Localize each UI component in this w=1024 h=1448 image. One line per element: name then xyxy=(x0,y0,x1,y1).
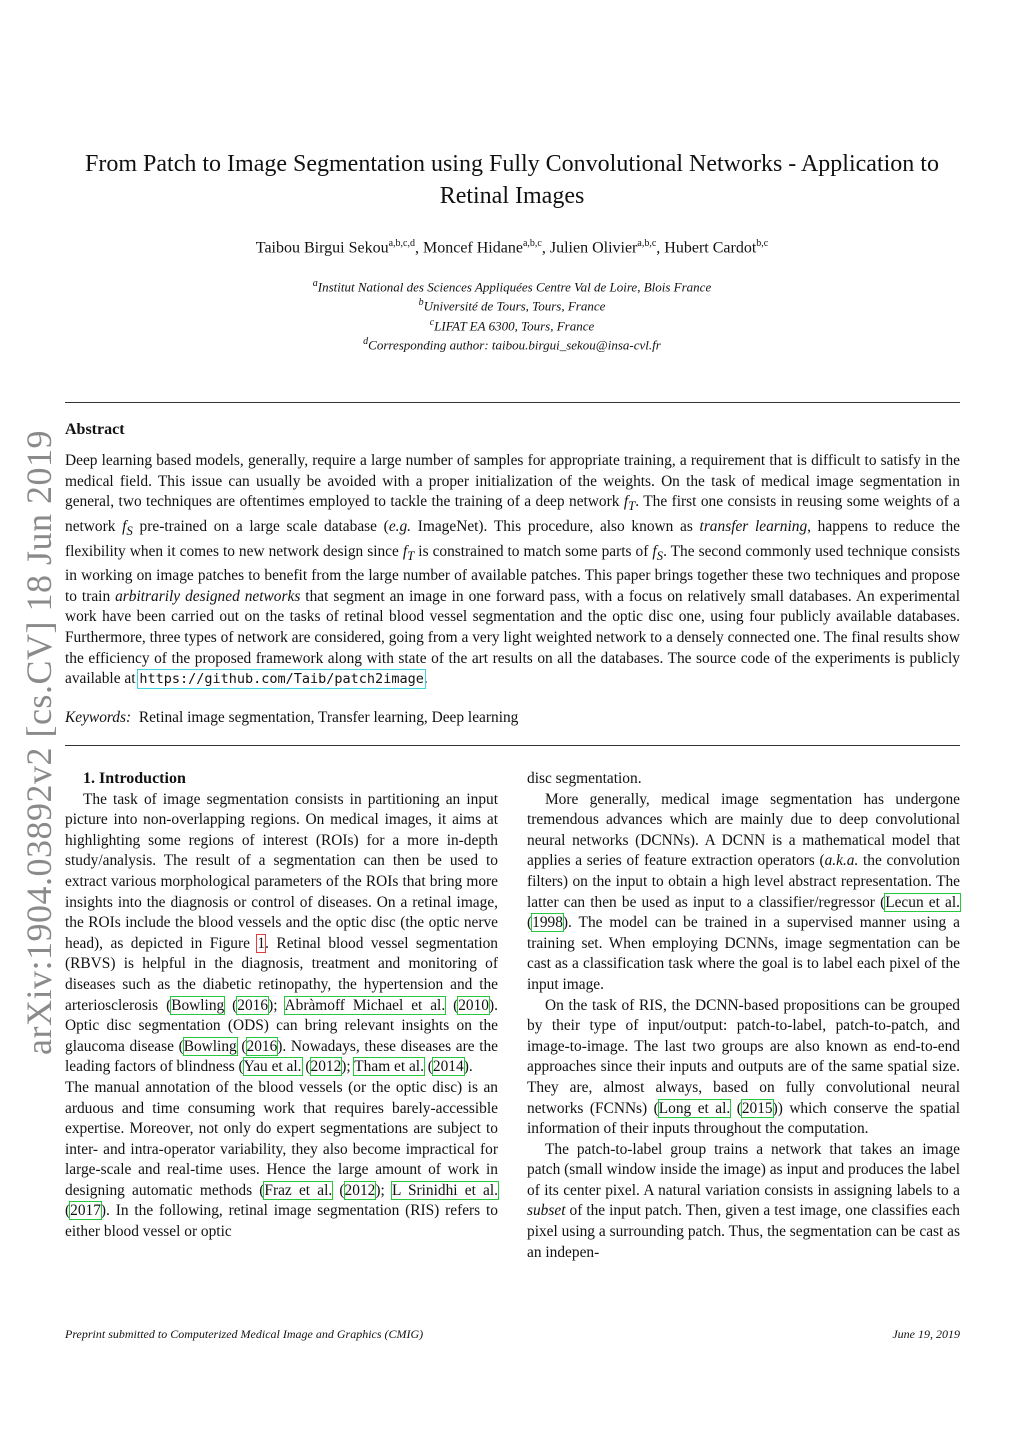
citation-year-link[interactable]: 1998 xyxy=(532,914,563,932)
math-fT: $f_T$ xyxy=(402,542,415,563)
title-line-2: Retinal Images xyxy=(439,183,585,209)
footer-date: June 19, 2019 xyxy=(892,1327,960,1341)
citation-year-link[interactable]: 2014 xyxy=(432,1058,464,1076)
author-affil-sup: a,b,c xyxy=(522,238,542,249)
citation-link[interactable]: Yau et al. xyxy=(243,1058,302,1076)
author-list xyxy=(60,238,964,257)
affiliations xyxy=(60,276,964,353)
author-affil-sup: a,b,c xyxy=(637,238,657,249)
math-fS: $f_S$ xyxy=(652,542,664,563)
affil-text: Université de Tours, Tours, France xyxy=(423,298,606,314)
intro-paragraph-3: More generally, medical image segmentation has undergone tremendous advances which are mainly due to deep convolutional neural networks (DCNNs). A DCNN is a mathematical model that applies a series of feature extraction operators (a.k.a. the convolution filters) on the input to obtain a high level abstract representation. The latter can then be used as input to a classifier/regressor (Lecun et al. (1998). The model can be trained in a supervised manner using a training set. When employing DCNNs, image segmentation can be cast as a classification task where the goal is to label each pixel of the input image. xyxy=(527,790,960,993)
github-link[interactable]: https://github.com/Taib/patch2image xyxy=(139,671,424,688)
keywords-label: Keywords: xyxy=(65,709,132,726)
abstract-body xyxy=(65,451,960,690)
citation-year-link[interactable]: 2016 xyxy=(237,996,269,1014)
citation-link[interactable]: Bowling xyxy=(171,996,225,1014)
author-affil-sup: a,b,c,d xyxy=(388,238,415,249)
footer-venue: Preprint submitted to Computerized Medical Image and Graphics (CMIG) xyxy=(65,1327,424,1341)
subset-italic: subset xyxy=(527,1202,566,1220)
author-sep: , xyxy=(414,239,423,257)
paper-title xyxy=(60,148,964,212)
affiliation-item xyxy=(60,334,964,353)
author-name: Taibou Birgui Sekou xyxy=(255,239,389,257)
abstract-text: pre-trained on a large scale database ( xyxy=(132,517,389,535)
affil-sup: b xyxy=(418,297,424,309)
figure-ref-link[interactable]: 1 xyxy=(257,934,266,952)
abstract-text: ImageNet). This procedure, also known as xyxy=(411,517,700,535)
intro-paragraph-5: The patch-to-label group trains a network that takes an image patch (small window inside the image) as input and produces the label of its center pixel. A natural variation consists in assigning labels to a subset of the input patch. Then, given a test image, one classifies each pixel using a surrounding patch. Thus, the segmentation can be cast as an indepen- xyxy=(527,1140,960,1261)
abstract-text: is constrained to match some parts of xyxy=(414,542,653,560)
citation-link[interactable]: Lecun et al. xyxy=(885,893,960,911)
abstract-heading: Abstract xyxy=(65,421,125,438)
author-name: Moncef Hidane xyxy=(422,239,523,257)
left-column xyxy=(65,769,498,1243)
intro-paragraph-2: The manual annotation of the blood vessels (or the optic disc) is an arduous and time consuming work that requires barely-accessible expertise. Moreover, not only do expert segmentations are subject to inter- and intra-operator variability, they also become impractical for large-scale and real-time uses. Hence the large amount of work in designing automatic methods (Fraz et al. (2012); L Srinidhi et al. (2017). In the following, retinal image segmentation (RIS) refers to either blood vessel or optic xyxy=(65,1078,499,1241)
citation-link[interactable]: Tham et al. xyxy=(354,1058,424,1076)
abstract-transfer-learning: transfer learning xyxy=(699,517,808,535)
citation-year-link[interactable]: 2010 xyxy=(458,996,489,1014)
citation-link[interactable]: Bowling xyxy=(183,1037,237,1055)
affiliation-item xyxy=(60,276,964,295)
affil-sup: c xyxy=(429,316,435,328)
citation-link[interactable]: Fraz et al. xyxy=(264,1181,333,1199)
citation-year-link[interactable]: 2017 xyxy=(70,1202,101,1220)
aka-italic: a.k.a. xyxy=(824,852,859,870)
abstract-text: , happens to reduce the flexibility when it comes to new network design since xyxy=(65,517,960,560)
author-sep: , xyxy=(541,239,550,257)
affiliation-item xyxy=(60,315,964,334)
affiliation-item xyxy=(60,295,964,314)
bottom-rule xyxy=(65,745,960,746)
affil-sup: a xyxy=(312,278,318,289)
abstract-arbitrary-networks: arbitrarily designed networks xyxy=(115,587,301,605)
affil-sup: d xyxy=(363,335,369,347)
author-name: Julien Olivier xyxy=(549,239,638,257)
right-column xyxy=(527,769,960,1263)
intro-paragraph-4: On the task of RIS, the DCNN-based propositions can be grouped by their type of input/output: patch-to-label, patch-to-patch, and image-to-image. The last two groups are also known as end-to-end approaches since their inputs and outputs are of the same spatial size. They are, almost always, based on fully convolutional neural networks (FCNNs) (Long et al. (2015)) which conserve the spatial information of their inputs throughout the computation. xyxy=(527,996,960,1138)
citation-link[interactable]: L Srinidhi et al. xyxy=(391,1181,499,1199)
top-rule xyxy=(65,402,960,403)
abstract-text: that segment an image in one forward pass, with a focus on relatively small databases. An experimental work have been carried out on the tasks of retinal blood vessel segmentation and the optic disc one, using four publicly available databases. Furthermore, three types of network are considered, going from a very light weighted network to a densely connected one. The final results show the efficiency of the proposed framework along with state of the art results on all the databases. The source code of the experiments is publicly available at xyxy=(65,587,960,688)
abstract-eg: e.g. xyxy=(388,517,412,535)
intro-paragraph-2-cont: disc segmentation. xyxy=(527,770,642,787)
affil-text: Corresponding author: taibou.birgui_sekou@insa-cvl.fr xyxy=(368,337,661,353)
citation-year-link[interactable]: 2015 xyxy=(741,1099,773,1117)
keywords xyxy=(65,709,518,727)
citation-link[interactable]: Abràmoff Michael et al. xyxy=(284,996,446,1014)
abstract-text: . The first one consists in reusing some weights of a network xyxy=(65,493,961,535)
math-fS: $f_S$ xyxy=(122,517,133,538)
intro-paragraph-1: The task of image segmentation consists in partitioning an input picture into non-overlapping regions. On medical images, it aims at highlighting some regions of interest (ROIs) for a more in-depth study/analysis. The result of a segmentation can then be used to extract various morphological parameters of the ROIs that bring more insights into the diagnosis or control of diseases. On a retinal image, the ROIs include the blood vessels and the optic disc (the optic nerve head), as depicted in Figure 1. Retinal blood vessel segmentation (RBVS) is helpful in the diagnosis, treatment and monitoring of diseases such as the diabetic retinopathy, the hypertension and the arteriosclerosis (Bowling (2016); Abràmoff Michael et al. (2010). Optic disc segmentation (ODS) can bring relevant insights on the glaucoma disease (Bowling (2016). Nowadays, these diseases are the leading factors of blindness (Yau et al. (2012); Tham et al. (2014). xyxy=(65,790,498,1076)
affil-text: Institut National des Sciences Appliquées Centre Val de Loire, Blois France xyxy=(317,279,712,295)
abstract-text: . The second commonly used technique consists in working on image patches to benefit from the large number of available patches. This paper brings together these two techniques and propose to train xyxy=(65,542,960,605)
citation-year-link[interactable]: 2012 xyxy=(310,1058,342,1076)
author-affil-sup: b,c xyxy=(756,238,769,249)
citation-year-link[interactable]: 2016 xyxy=(246,1037,278,1055)
intro-heading: 1. Introduction xyxy=(83,770,186,787)
author-sep: , xyxy=(656,239,665,257)
author-name: Hubert Cardot xyxy=(664,239,757,257)
citation-link[interactable]: Long et al. xyxy=(658,1099,731,1117)
title-line-1: From Patch to Image Segmentation using Fully Convolutional Networks - Application to xyxy=(85,151,939,177)
citation-year-link[interactable]: 2012 xyxy=(344,1181,376,1199)
abstract-text: . xyxy=(423,670,428,688)
keywords-text: Retinal image segmentation, Transfer learning, Deep learning xyxy=(138,709,519,726)
math-fT: $f_T$ xyxy=(623,493,636,514)
arxiv-stamp: arXiv:1904.03892v2 [cs.CV] 18 Jun 2019 xyxy=(19,430,59,1055)
affil-text: LIFAT EA 6300, Tours, France xyxy=(434,317,595,333)
abstract-text: Deep learning based models, generally, require a large number of samples for appropriate training, a requirement that is difficult to satisfy in the medical field. This issue can usually be avoided with a proper initialization of the weights. On the task of medical image segmentation in general, two techniques are oftentimes employed to tackle the training of a deep network xyxy=(65,452,960,511)
